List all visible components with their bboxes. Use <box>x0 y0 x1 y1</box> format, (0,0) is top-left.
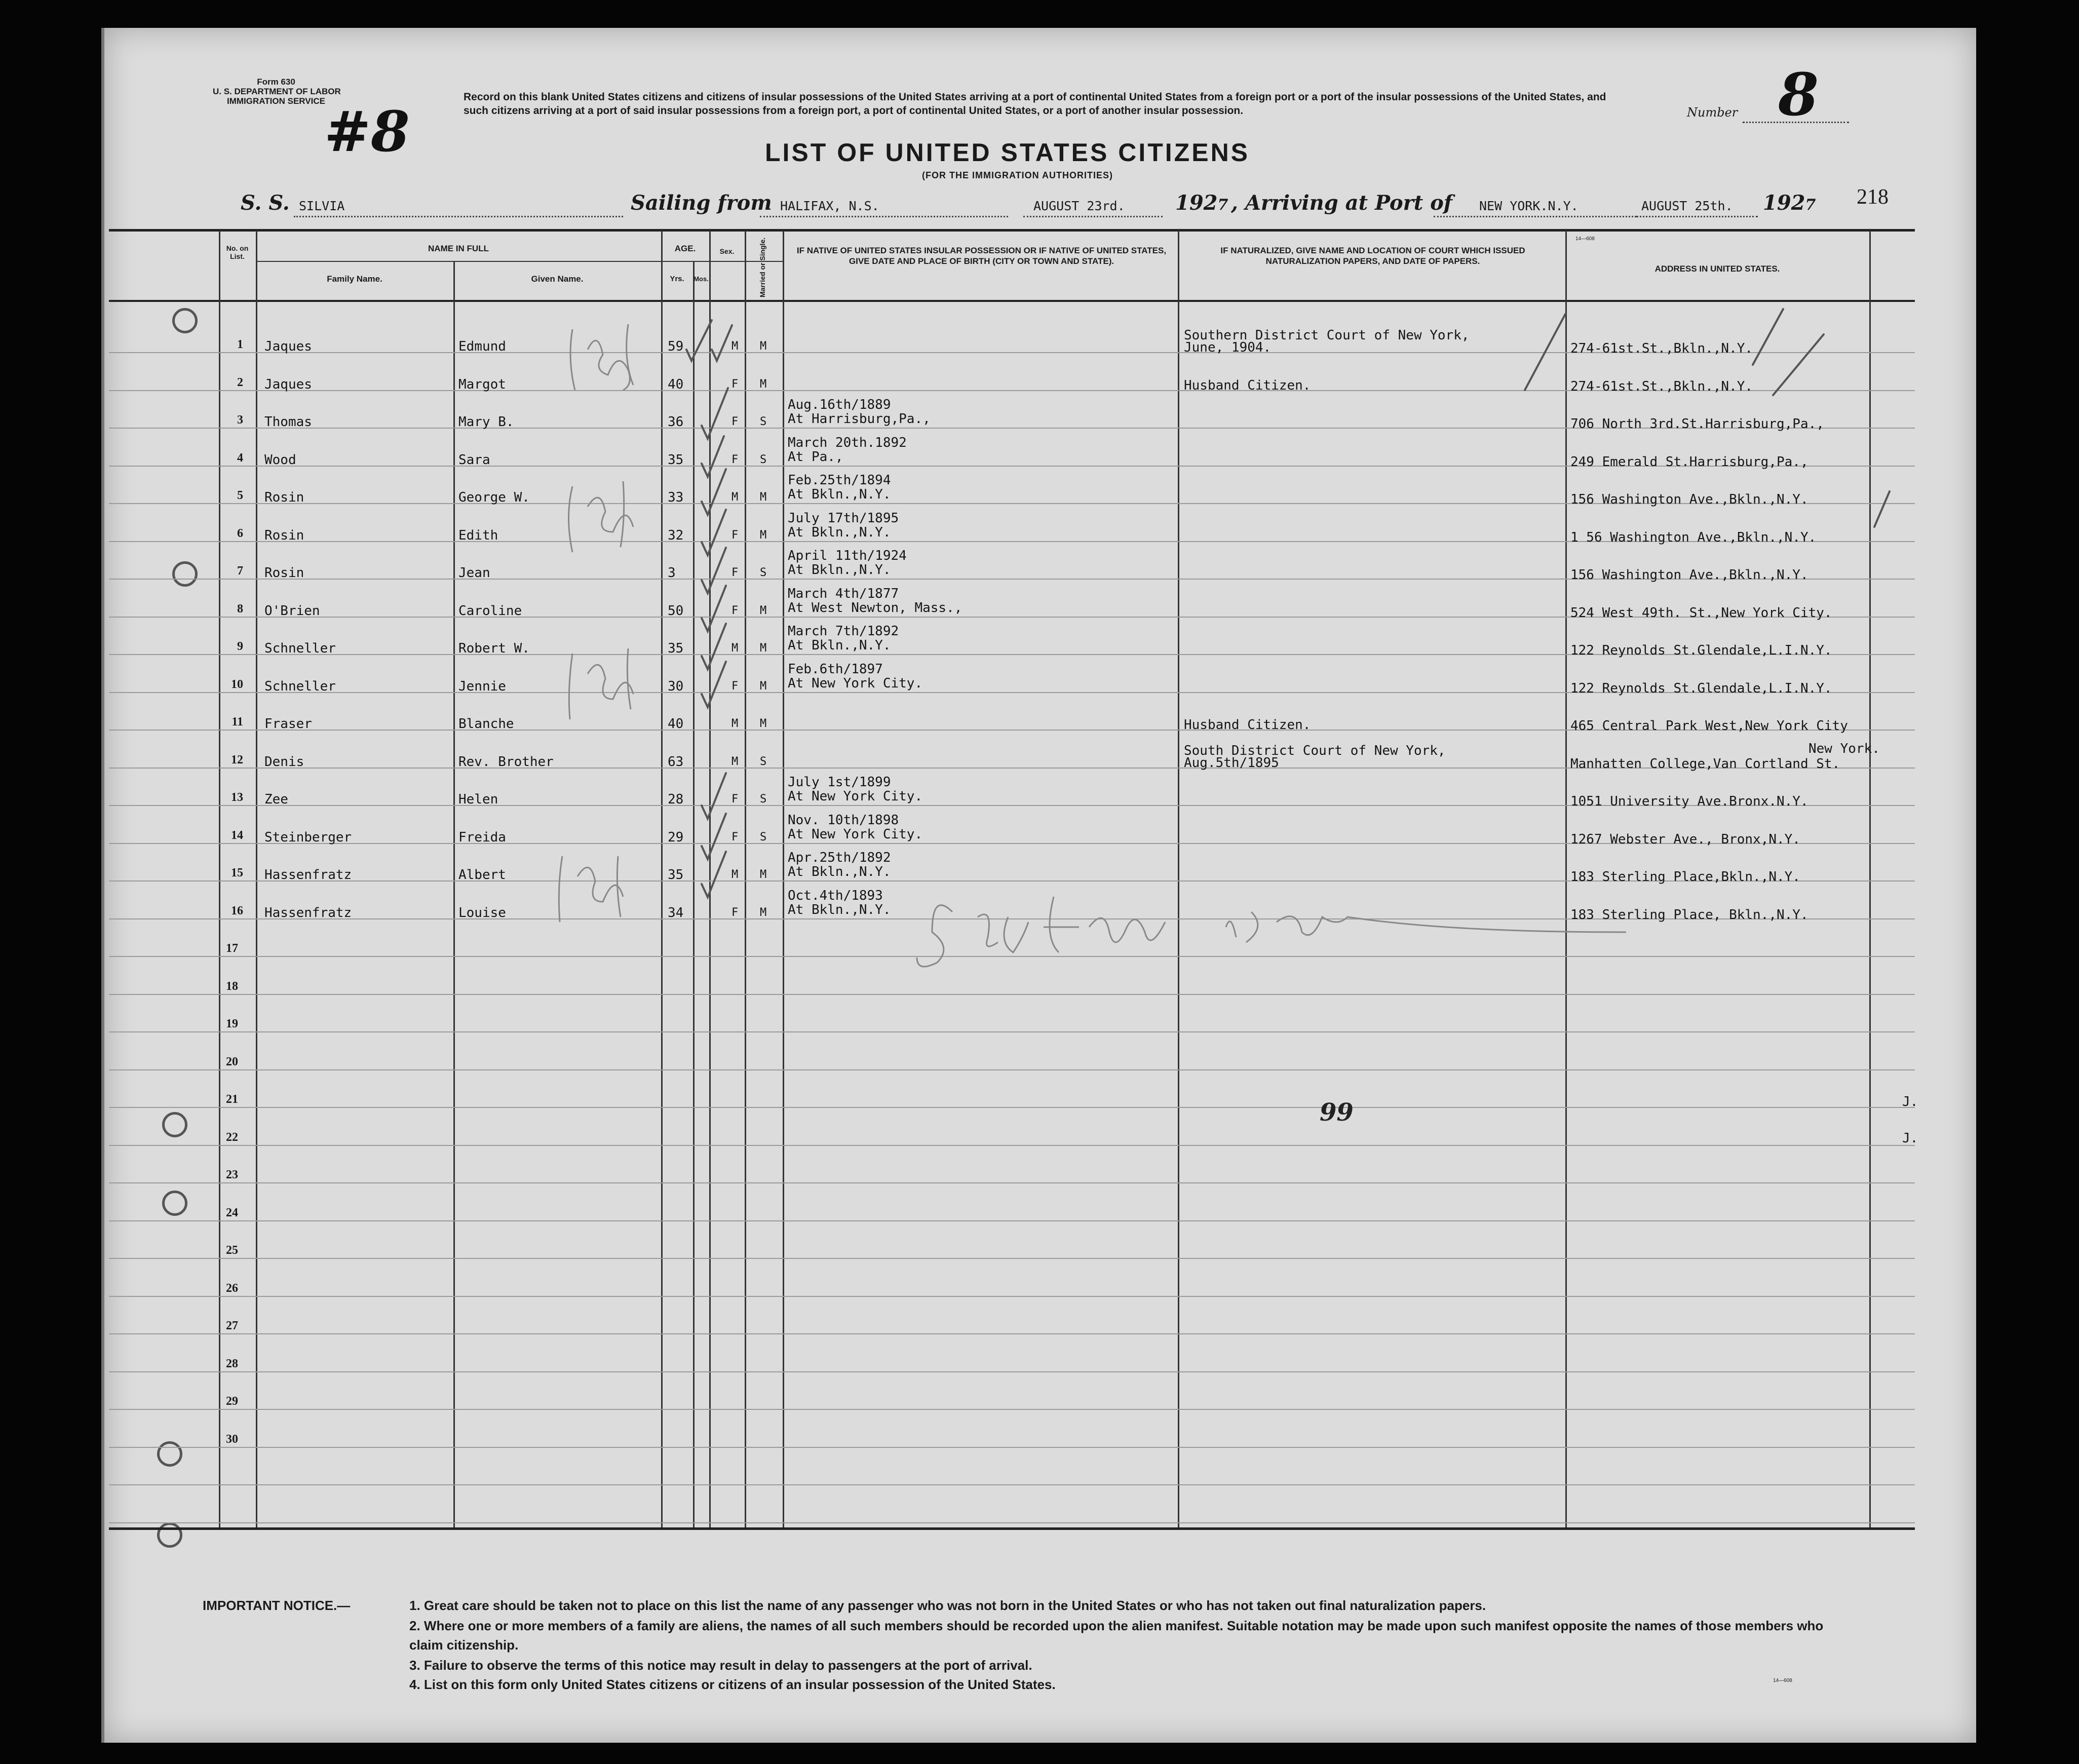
year-digit: 7 <box>1217 196 1228 214</box>
sex: F <box>732 566 739 579</box>
naturalization-note: Husband Citizen. <box>1184 717 1311 733</box>
ship-name: SILVIA <box>299 199 345 213</box>
naturalization-note: June, 1904. <box>1184 340 1272 355</box>
notice-item-1: 1. Great care should be taken not to place on this list the name of any passenger who was not born in the United States or who has not taken out final naturalization papers. <box>409 1598 1486 1613</box>
marital-status: S <box>760 453 767 466</box>
departure-date: AUGUST 23rd. <box>1033 199 1125 213</box>
row-number: 12 <box>231 753 243 766</box>
birth-date: Oct.4th/1893 <box>788 888 883 903</box>
row-number: 18 <box>226 980 238 993</box>
row-number: 5 <box>237 489 243 502</box>
row-number: 17 <box>226 942 238 955</box>
age-years: 59 <box>668 339 684 354</box>
court-name: Southern District Court of New York, <box>1184 328 1470 343</box>
stamped-number: 99 <box>1320 1098 1354 1127</box>
age-years: 35 <box>668 867 684 883</box>
form-instructions: Record on this blank United States citizens and citizens of insular possessions of the United States arriving at a port of continental United States from a foreign port or a port of the insular possessions of the United States, and such citizens arriving at a port of said insular possessions from a foreign port, a port of continental United States, or a port of another insular possession. <box>464 91 1606 117</box>
age-years: 30 <box>668 679 684 694</box>
sex: F <box>732 378 739 391</box>
given-name: Mary B. <box>458 414 514 430</box>
birth-date: April 11th/1924 <box>788 548 907 563</box>
page-subtitle: (FOR THE IMMIGRATION AUTHORITIES) <box>922 170 1113 180</box>
age-years: 33 <box>668 490 684 505</box>
given-name: Edmund <box>458 339 506 354</box>
marital-status: M <box>760 906 767 919</box>
notice-item-3: 3. Failure to observe the terms of this notice may result in delay to passengers at the port of arrival. <box>409 1658 1032 1673</box>
sex: M <box>732 868 739 881</box>
row-number: 16 <box>231 904 243 917</box>
birth-date: Feb.25th/1894 <box>788 473 891 488</box>
page-title: LIST OF UNITED STATES CITIZENS <box>765 138 1250 167</box>
sex: F <box>732 604 739 617</box>
given-name: Louise <box>458 905 506 921</box>
age-years: 36 <box>668 414 684 430</box>
age-years: 3 <box>668 565 676 581</box>
birth-place: At New York City. <box>788 827 923 842</box>
row-number: 28 <box>226 1357 238 1370</box>
given-name: Robert W. <box>458 641 530 656</box>
arriving-label: , Arriving at Port of <box>1231 191 1453 215</box>
us-address: 122 Reynolds St.Glendale,L.I.N.Y. <box>1570 643 1832 658</box>
row-number: 13 <box>231 791 243 804</box>
row-number: 4 <box>237 451 243 465</box>
age-years: 50 <box>668 603 684 619</box>
print-code: 14—608 <box>1575 236 1595 242</box>
number-label: Number <box>1687 105 1738 120</box>
col-header-yrs: Yrs. <box>670 275 684 283</box>
row-number: 21 <box>226 1093 238 1106</box>
us-address: 1267 Webster Ave., Bronx,N.Y. <box>1570 832 1800 847</box>
marital-status: M <box>760 868 767 881</box>
family-name: Jaques <box>264 377 312 392</box>
age-years: 34 <box>668 905 684 921</box>
birth-date: March 7th/1892 <box>788 624 899 639</box>
sex: F <box>732 453 739 466</box>
family-name: Thomas <box>264 414 312 430</box>
sex: F <box>732 680 739 693</box>
family-name: Steinberger <box>264 830 352 845</box>
birth-place: At Bkln.,N.Y. <box>788 525 891 540</box>
marital-status: S <box>760 831 767 843</box>
marital-status: M <box>760 378 767 391</box>
row-number: 29 <box>226 1395 238 1408</box>
age-years: 40 <box>668 377 684 392</box>
check-marks <box>686 309 1890 897</box>
check-mark <box>702 624 726 669</box>
marital-status: M <box>760 717 767 730</box>
given-name: George W. <box>458 490 530 505</box>
address-continuation: New York. <box>1808 741 1880 756</box>
sailing-label: Sailing from <box>631 191 772 215</box>
court-name: South District Court of New York, <box>1184 743 1446 758</box>
given-name: Blanche <box>458 716 514 732</box>
row-number: 10 <box>231 678 243 691</box>
us-address: 183 Sterling Place, Bkln.,N.Y. <box>1570 907 1808 923</box>
birth-date: March 20th.1892 <box>788 435 907 450</box>
year-prefix: 192 <box>1763 191 1805 215</box>
us-address: 183 Sterling Place,Bkln.,N.Y. <box>1570 869 1800 885</box>
check-mark <box>1525 314 1565 390</box>
given-name: Albert <box>458 867 506 883</box>
age-years: 28 <box>668 792 684 807</box>
check-mark <box>1874 491 1890 527</box>
page-number: 218 <box>1857 185 1889 209</box>
row-number: 22 <box>226 1131 238 1144</box>
birth-date: Nov. 10th/1898 <box>788 813 899 828</box>
row-number: 1 <box>237 338 243 351</box>
check-mark <box>702 436 724 477</box>
row-number: 30 <box>226 1433 238 1446</box>
row-number: 3 <box>237 413 243 427</box>
us-address: 274-61st.St.,Bkln.,N.Y. <box>1570 341 1753 356</box>
given-name: Freida <box>458 830 506 845</box>
check-mark <box>1773 334 1824 395</box>
arrival-port: NEW YORK.N.Y. <box>1479 199 1578 213</box>
row-number: 26 <box>226 1282 238 1295</box>
age-years: 63 <box>668 754 684 770</box>
row-number: 23 <box>226 1168 238 1181</box>
check-mark <box>702 662 726 707</box>
birth-place: At Bkln.,N.Y. <box>788 864 891 879</box>
birth-place: At West Newton, Mass., <box>788 600 962 616</box>
given-name: Jennie <box>458 679 506 694</box>
check-mark <box>702 852 726 897</box>
bottom-print-code: 14—608 <box>1773 1678 1792 1683</box>
ss-label: S. S. <box>241 191 290 215</box>
check-mark <box>702 773 726 819</box>
col-header-given-name: Given Name. <box>531 274 584 284</box>
check-mark <box>702 469 726 515</box>
birth-date: Aug.16th/1889 <box>788 397 891 412</box>
check-mark <box>702 586 726 631</box>
handwritten-sheet-mark: #8 <box>324 99 410 164</box>
marital-status: S <box>760 755 767 768</box>
col-header-address: ADDRESS IN UNITED STATES. <box>1654 264 1780 274</box>
marital-status: S <box>760 415 767 428</box>
marital-status: S <box>760 566 767 579</box>
year-digit: 7 <box>1805 196 1816 214</box>
service-name: IMMIGRATION SERVICE <box>227 96 325 106</box>
check-mark <box>702 814 726 859</box>
birth-date: July 17th/1895 <box>788 511 899 526</box>
birth-place: At Bkln.,N.Y. <box>788 487 891 502</box>
row-number: 7 <box>237 564 243 578</box>
check-mark <box>1753 309 1783 365</box>
col-header-name-in-full: NAME IN FULL <box>428 244 489 253</box>
birth-place: At New York City. <box>788 789 923 804</box>
us-address: 274-61st.St.,Bkln.,N.Y. <box>1570 379 1753 394</box>
row-number: 6 <box>237 527 243 540</box>
birth-place: At New York City. <box>788 676 923 691</box>
marital-status: M <box>760 680 767 693</box>
notice-item-2: 2. Where one or more members of a family are aliens, the names of all such members should be recorded upon the alien manifest. Suitable notation may be made upon such manifest opposite the names of those members who claim citizenship. <box>409 1618 1824 1653</box>
margin-mark: J. <box>1902 1131 1918 1146</box>
col-header-naturalized: IF NATURALIZED, GIVE NAME AND LOCATION OF COURT WHICH ISSUED NATURALIZATION PAPERS, AND DATE OF PAPERS. <box>1220 246 1525 266</box>
sex: M <box>732 717 739 730</box>
col-header-mos: Mos. <box>694 275 709 283</box>
sex: M <box>732 340 739 353</box>
check-mark <box>712 325 732 361</box>
department-name: U. S. DEPARTMENT OF LABOR <box>213 87 341 96</box>
birth-place: At Bkln.,N.Y. <box>788 562 891 578</box>
col-header-married-single: Married or Single. <box>758 237 766 297</box>
family-name: Fraser <box>264 716 312 732</box>
given-name: Caroline <box>458 603 522 619</box>
marital-status: M <box>760 604 767 617</box>
family-name: O'Brien <box>264 603 320 619</box>
family-name: Rosin <box>264 565 304 581</box>
sex: F <box>732 529 739 542</box>
row-number: 14 <box>231 829 243 842</box>
initials-scribble <box>570 324 633 390</box>
us-address: 1051 University Ave.Bronx.N.Y. <box>1570 794 1808 809</box>
check-mark <box>686 320 712 361</box>
family-name: Zee <box>264 792 288 807</box>
departure-port: HALIFAX, N.S. <box>780 199 879 213</box>
given-name: Margot <box>458 377 506 392</box>
col-header-birth: IF NATIVE OF UNITED STATES INSULAR POSSESSION OR IF NATIVE OF UNITED STATES, GIVE DATE AND PLACE OF BIRTH (CITY OR TOWN AND STATE). <box>796 246 1167 266</box>
form-number: Form 630 <box>257 77 295 87</box>
check-mark <box>702 388 728 439</box>
birth-place: At Bkln.,N.Y. <box>788 638 891 653</box>
family-name: Wood <box>264 452 296 468</box>
marital-status: M <box>760 491 767 504</box>
sex: M <box>732 755 739 768</box>
birth-place: At Bkln.,N.Y. <box>788 902 891 917</box>
given-name: Helen <box>458 792 498 807</box>
row-number: 24 <box>226 1206 238 1219</box>
year-prefix: 192 <box>1175 191 1218 215</box>
sex: F <box>732 906 739 919</box>
arrival-date: AUGUST 25th. <box>1641 199 1733 213</box>
family-name: Rosin <box>264 528 304 543</box>
given-name: Sara <box>458 452 490 468</box>
us-address: 249 Emerald St.Harrisburg,Pa., <box>1570 454 1808 470</box>
naturalization-note: Aug.5th/1895 <box>1184 755 1279 771</box>
col-header-sex: Sex. <box>719 247 735 255</box>
family-name: Rosin <box>264 490 304 505</box>
row-number: 25 <box>226 1244 238 1257</box>
us-address: 156 Washington Ave.,Bkln.,N.Y. <box>1570 567 1808 583</box>
given-name: Rev. Brother <box>458 754 554 770</box>
age-years: 32 <box>668 528 684 543</box>
marital-status: M <box>760 642 767 655</box>
us-address: 122 Reynolds St.Glendale,L.I.N.Y. <box>1570 681 1832 696</box>
check-mark <box>702 548 726 593</box>
col-header-age: AGE. <box>674 244 696 253</box>
us-address: 1 56 Washington Ave.,Bkln.,N.Y. <box>1570 530 1817 545</box>
us-address: 156 Washington Ave.,Bkln.,N.Y. <box>1570 492 1808 507</box>
row-number: 9 <box>237 640 243 653</box>
birth-date: Feb.6th/1897 <box>788 662 883 677</box>
initials-scribble <box>569 481 634 552</box>
col-header-no: No. on List. <box>226 244 249 260</box>
given-name: Jean <box>458 565 490 581</box>
naturalization-note: Husband Citizen. <box>1184 378 1311 393</box>
family-name: Jaques <box>264 339 312 354</box>
sheet-number: 8 <box>1778 61 1819 129</box>
important-notice-label: IMPORTANT NOTICE.— <box>203 1598 351 1613</box>
sex: F <box>732 415 739 428</box>
signature-scribble <box>917 897 1626 967</box>
row-number: 2 <box>237 376 243 389</box>
sex: F <box>732 831 739 843</box>
birth-date: July 1st/1899 <box>788 775 891 790</box>
sex: F <box>732 793 739 806</box>
row-number: 15 <box>231 866 243 879</box>
marital-status: M <box>760 340 767 353</box>
row-number: 27 <box>226 1319 238 1332</box>
given-name: Edith <box>458 528 498 543</box>
birth-place: At Pa., <box>788 449 843 465</box>
sex: M <box>732 642 739 655</box>
margin-mark: J. <box>1902 1094 1918 1109</box>
family-name: Schneller <box>264 641 336 656</box>
row-number: 8 <box>237 602 243 616</box>
col-header-family-name: Family Name. <box>327 274 382 284</box>
row-number: 11 <box>232 715 243 728</box>
age-years: 40 <box>668 716 684 732</box>
us-address: 706 North 3rd.St.Harrisburg,Pa., <box>1570 416 1824 432</box>
notice-item-4: 4. List on this form only United States citizens or citizens of an insular possession of the United States. <box>409 1677 1056 1692</box>
row-number: 20 <box>226 1055 238 1068</box>
marital-status: M <box>760 529 767 542</box>
age-years: 35 <box>668 641 684 656</box>
age-years: 29 <box>668 830 684 845</box>
check-mark <box>702 510 726 555</box>
initials-scribble <box>559 856 623 922</box>
family-name: Denis <box>264 754 304 770</box>
birth-place: At Harrisburg,Pa., <box>788 411 931 427</box>
family-name: Schneller <box>264 679 336 694</box>
marital-status: S <box>760 793 767 806</box>
us-address: 524 West 49th. St.,New York City. <box>1570 605 1832 621</box>
family-name: Hassenfratz <box>264 867 352 883</box>
birth-date: March 4th/1877 <box>788 586 899 601</box>
birth-date: Apr.25th/1892 <box>788 850 891 865</box>
age-years: 35 <box>668 452 684 468</box>
initials-scribble <box>569 648 633 719</box>
us-address: 465 Central Park West,New York City <box>1570 718 1848 734</box>
us-address: Manhatten College,Van Cortland St. <box>1570 756 1840 772</box>
row-number: 19 <box>226 1017 238 1030</box>
family-name: Hassenfratz <box>264 905 352 921</box>
sex: M <box>732 491 739 504</box>
